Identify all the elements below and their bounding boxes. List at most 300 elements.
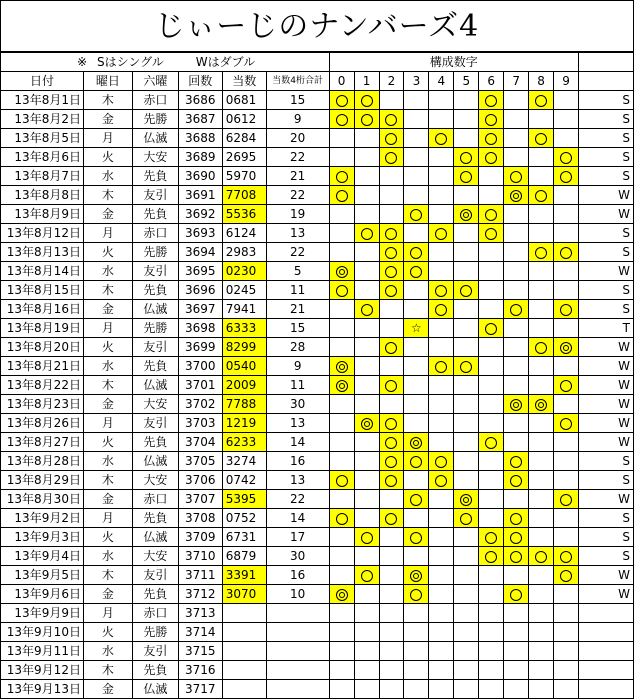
circle-mark-icon (435, 475, 447, 487)
type-cell: W (579, 585, 634, 604)
circle-mark-icon (460, 285, 472, 297)
circle-mark-icon (460, 152, 472, 164)
winning-number-cell: 7708 (222, 186, 266, 205)
header-cell: 日付 (1, 72, 84, 91)
digit-cell (329, 623, 354, 642)
weekday-cell: 木 (83, 471, 132, 490)
round-cell: 3694 (178, 243, 222, 262)
circle-mark-icon (485, 437, 497, 449)
type-cell: S (579, 471, 634, 490)
digit-cell (554, 129, 579, 148)
rokuyo-cell: 先負 (132, 661, 178, 680)
numbers-table (0, 52, 634, 699)
digit-cell (379, 433, 404, 452)
digit-sum-cell: 22 (266, 148, 329, 167)
digit-cell (529, 300, 554, 319)
double-mark-icon (460, 494, 472, 506)
circle-mark-icon (336, 475, 348, 487)
digit-cell (329, 338, 354, 357)
digit-sum-cell: 21 (266, 167, 329, 186)
digit-cell (454, 452, 479, 471)
winning-number-cell: 0742 (222, 471, 266, 490)
digit-cell (379, 243, 404, 262)
digit-cell (529, 205, 554, 224)
digit-cell (504, 395, 529, 414)
winning-number-cell: 3391 (222, 566, 266, 585)
digit-cell (329, 585, 354, 604)
digit-cell (404, 452, 429, 471)
circle-mark-icon (460, 361, 472, 373)
digit-cell (454, 243, 479, 262)
digit-cell (429, 490, 454, 509)
digit-cell (429, 262, 454, 281)
header-row (1, 72, 634, 91)
winning-number-cell: 5970 (222, 167, 266, 186)
digit-cell (329, 224, 354, 243)
digit-cell (379, 186, 404, 205)
digit-cell (429, 414, 454, 433)
digit-cell (404, 357, 429, 376)
digit-cell (554, 319, 579, 338)
digit-cell (454, 642, 479, 661)
digit-cell (529, 262, 554, 281)
winning-number-cell: 0681 (222, 91, 266, 110)
date-cell: 13年8月19日 (1, 319, 84, 338)
circle-mark-icon (410, 494, 422, 506)
rokuyo-cell: 仏滅 (132, 376, 178, 395)
legend-single: Sはシングル (97, 55, 164, 69)
double-mark-icon (560, 342, 572, 354)
digit-cell (504, 148, 529, 167)
digit-cell (479, 490, 504, 509)
weekday-cell: 木 (83, 91, 132, 110)
date-cell: 13年8月8日 (1, 186, 84, 205)
table-row (1, 566, 634, 585)
date-cell: 13年9月12日 (1, 661, 84, 680)
table-row (1, 91, 634, 110)
header-cell: 3 (404, 72, 429, 91)
rokuyo-cell: 赤口 (132, 224, 178, 243)
digit-cell (479, 300, 504, 319)
digit-cell (529, 623, 554, 642)
table-row (1, 395, 634, 414)
date-cell: 13年9月10日 (1, 623, 84, 642)
rokuyo-cell: 大安 (132, 148, 178, 167)
digit-cell (379, 167, 404, 186)
circle-mark-icon (485, 209, 497, 221)
digit-cell (329, 205, 354, 224)
circle-mark-icon (510, 304, 522, 316)
double-mark-icon (460, 209, 472, 221)
digit-cell (529, 129, 554, 148)
digit-cell (504, 623, 529, 642)
digit-cell (504, 642, 529, 661)
digit-cell (429, 357, 454, 376)
weekday-cell: 金 (83, 490, 132, 509)
table-row (1, 433, 634, 452)
digit-cell (479, 110, 504, 129)
digit-cell (404, 148, 429, 167)
round-cell: 3713 (178, 604, 222, 623)
digit-cell (454, 528, 479, 547)
digit-cell (554, 205, 579, 224)
weekday-cell: 水 (83, 452, 132, 471)
digit-cell (479, 547, 504, 566)
circle-mark-icon (510, 171, 522, 183)
table-row (1, 414, 634, 433)
date-cell: 13年8月5日 (1, 129, 84, 148)
digit-cell (504, 414, 529, 433)
digit-cell (479, 433, 504, 452)
digit-cell (504, 509, 529, 528)
digit-cell (329, 148, 354, 167)
date-cell: 13年8月7日 (1, 167, 84, 186)
digit-sum-cell: 22 (266, 243, 329, 262)
digit-cell (429, 661, 454, 680)
digit-cell (379, 642, 404, 661)
digit-cell (454, 186, 479, 205)
circle-mark-icon (485, 133, 497, 145)
type-cell (579, 623, 634, 642)
table-row (1, 224, 634, 243)
digit-cell (429, 281, 454, 300)
winning-number-cell: 5536 (222, 205, 266, 224)
digit-cell (454, 471, 479, 490)
digit-cell (429, 623, 454, 642)
digit-cell (479, 623, 504, 642)
winning-number-cell (222, 642, 266, 661)
weekday-cell: 金 (83, 110, 132, 129)
digit-cell (454, 224, 479, 243)
digit-cell (329, 319, 354, 338)
digit-cell (479, 319, 504, 338)
header-cell: 8 (529, 72, 554, 91)
digit-cell (354, 680, 379, 699)
date-cell: 13年9月5日 (1, 566, 84, 585)
weekday-cell: 水 (83, 167, 132, 186)
digit-cell (354, 623, 379, 642)
table-row (1, 509, 634, 528)
digit-cell (504, 471, 529, 490)
digit-cell (429, 376, 454, 395)
table-row (1, 490, 634, 509)
header-cell (579, 72, 634, 91)
double-mark-icon (510, 190, 522, 202)
round-cell: 3699 (178, 338, 222, 357)
digit-sum-cell: 22 (266, 186, 329, 205)
digit-cell (554, 585, 579, 604)
digit-cell (404, 110, 429, 129)
digit-cell (354, 224, 379, 243)
type-cell: W (579, 376, 634, 395)
circle-mark-icon (510, 532, 522, 544)
round-cell: 3703 (178, 414, 222, 433)
digit-cell (504, 357, 529, 376)
digit-cell (404, 661, 429, 680)
digit-cell (554, 338, 579, 357)
digit-cell (454, 509, 479, 528)
circle-mark-icon (560, 418, 572, 430)
date-cell: 13年8月2日 (1, 110, 84, 129)
digit-cell (529, 186, 554, 205)
circle-mark-icon (435, 133, 447, 145)
digit-cell (529, 319, 554, 338)
circle-mark-icon (361, 228, 373, 240)
digit-cell (379, 129, 404, 148)
type-cell: S (579, 300, 634, 319)
digit-cell (354, 300, 379, 319)
round-cell: 3690 (178, 167, 222, 186)
circle-mark-icon (336, 95, 348, 107)
date-cell: 13年8月21日 (1, 357, 84, 376)
digit-cell (329, 167, 354, 186)
digit-cell (329, 300, 354, 319)
digit-cell (329, 661, 354, 680)
round-cell: 3702 (178, 395, 222, 414)
winning-number-cell: 2009 (222, 376, 266, 395)
digit-cell (404, 395, 429, 414)
weekday-cell: 水 (83, 642, 132, 661)
digit-cell (479, 357, 504, 376)
date-cell: 13年8月14日 (1, 262, 84, 281)
round-cell: 3706 (178, 471, 222, 490)
digit-cell (404, 528, 429, 547)
digit-cell (454, 167, 479, 186)
digit-cell (429, 528, 454, 547)
digit-cell (354, 585, 379, 604)
digit-cell (404, 604, 429, 623)
digit-cell (529, 604, 554, 623)
round-cell: 3695 (178, 262, 222, 281)
digit-cell (354, 566, 379, 585)
type-cell (579, 642, 634, 661)
digit-cell (554, 471, 579, 490)
winning-number-cell: 0752 (222, 509, 266, 528)
digit-sum-cell: 15 (266, 91, 329, 110)
table-row (1, 319, 634, 338)
digit-cell (554, 110, 579, 129)
digit-cell (379, 300, 404, 319)
digit-cell (479, 604, 504, 623)
page-title: じぃーじのナンバーズ4 (0, 0, 634, 52)
digit-cell (529, 433, 554, 452)
circle-mark-icon (361, 95, 373, 107)
digit-cell (554, 680, 579, 699)
circle-mark-icon (535, 190, 547, 202)
circle-mark-icon (485, 323, 497, 335)
date-cell: 13年9月9日 (1, 604, 84, 623)
circle-mark-icon (410, 266, 422, 278)
digit-cell (404, 205, 429, 224)
table-row (1, 585, 634, 604)
circle-mark-icon (560, 304, 572, 316)
round-cell: 3696 (178, 281, 222, 300)
round-cell: 3716 (178, 661, 222, 680)
weekday-cell: 月 (83, 604, 132, 623)
circle-mark-icon (385, 437, 397, 449)
digit-cell (479, 376, 504, 395)
legend-row (1, 53, 634, 72)
digit-sum-cell (266, 623, 329, 642)
rokuyo-cell: 先勝 (132, 623, 178, 642)
digit-cell (404, 566, 429, 585)
digit-cell (379, 490, 404, 509)
digit-cell (379, 110, 404, 129)
digit-cell (529, 110, 554, 129)
digit-cell (504, 224, 529, 243)
digit-cell (529, 357, 554, 376)
date-cell: 13年9月6日 (1, 585, 84, 604)
circle-mark-icon (385, 475, 397, 487)
digit-cell (429, 167, 454, 186)
weekday-cell: 月 (83, 224, 132, 243)
rokuyo-cell: 友引 (132, 414, 178, 433)
winning-number-cell: 1219 (222, 414, 266, 433)
date-cell: 13年8月22日 (1, 376, 84, 395)
table-row (1, 300, 634, 319)
digit-cell (329, 547, 354, 566)
type-cell (579, 604, 634, 623)
digit-cell (354, 604, 379, 623)
digit-cell (404, 224, 429, 243)
digit-cell (454, 680, 479, 699)
round-cell: 3686 (178, 91, 222, 110)
circle-mark-icon (385, 133, 397, 145)
winning-number-cell: 3274 (222, 452, 266, 471)
rokuyo-cell: 友引 (132, 566, 178, 585)
digit-sum-cell (266, 661, 329, 680)
round-cell: 3710 (178, 547, 222, 566)
header-cell: 6 (479, 72, 504, 91)
digit-cell (379, 338, 404, 357)
digit-cell (429, 509, 454, 528)
circle-mark-icon (336, 171, 348, 183)
weekday-cell: 金 (83, 395, 132, 414)
digit-cell (529, 547, 554, 566)
digit-sum-cell (266, 642, 329, 661)
double-mark-icon (336, 266, 348, 278)
digit-cell (504, 110, 529, 129)
weekday-cell: 金 (83, 205, 132, 224)
circle-mark-icon (336, 285, 348, 297)
date-cell: 13年9月11日 (1, 642, 84, 661)
rokuyo-cell: 先負 (132, 509, 178, 528)
digit-cell (529, 338, 554, 357)
digit-cell (554, 623, 579, 642)
winning-number-cell: 2695 (222, 148, 266, 167)
digit-cell (529, 509, 554, 528)
date-cell: 13年9月2日 (1, 509, 84, 528)
type-cell: W (579, 262, 634, 281)
header-cell: 曜日 (83, 72, 132, 91)
weekday-cell: 金 (83, 680, 132, 699)
digit-cell (354, 186, 379, 205)
type-cell: W (579, 395, 634, 414)
circle-mark-icon (385, 456, 397, 468)
date-cell: 13年8月26日 (1, 414, 84, 433)
circle-mark-icon (385, 342, 397, 354)
digit-cell (504, 167, 529, 186)
double-mark-icon (535, 399, 547, 411)
digit-cell (454, 91, 479, 110)
digit-cell (429, 433, 454, 452)
digit-cell (354, 528, 379, 547)
digit-cell (479, 281, 504, 300)
digit-sum-cell: 15 (266, 319, 329, 338)
digit-cell (554, 167, 579, 186)
digit-cell (529, 661, 554, 680)
winning-number-cell: 0612 (222, 110, 266, 129)
circle-mark-icon (385, 418, 397, 430)
digit-cell (554, 376, 579, 395)
type-cell: S (579, 281, 634, 300)
digit-cell (404, 243, 429, 262)
digit-cell (379, 471, 404, 490)
circle-mark-icon (361, 114, 373, 126)
date-cell: 13年9月13日 (1, 680, 84, 699)
circle-mark-icon (560, 494, 572, 506)
digit-cell (404, 338, 429, 357)
digit-cell (454, 357, 479, 376)
table-row (1, 547, 634, 566)
digit-cell (329, 509, 354, 528)
round-cell: 3697 (178, 300, 222, 319)
weekday-cell: 火 (83, 148, 132, 167)
winning-number-cell: 2983 (222, 243, 266, 262)
round-cell: 3705 (178, 452, 222, 471)
digit-cell (354, 281, 379, 300)
digit-cell (354, 129, 379, 148)
digit-sum-cell: 9 (266, 110, 329, 129)
type-cell: S (579, 452, 634, 471)
round-cell: 3717 (178, 680, 222, 699)
rokuyo-cell: 仏滅 (132, 129, 178, 148)
digit-cell (354, 319, 379, 338)
digit-cell (479, 585, 504, 604)
digit-cell (454, 205, 479, 224)
digit-cell (454, 338, 479, 357)
digit-cell (404, 414, 429, 433)
digit-cell (379, 528, 404, 547)
type-cell: W (579, 414, 634, 433)
digit-cell (354, 148, 379, 167)
rokuyo-cell: 先勝 (132, 110, 178, 129)
digit-cell (379, 91, 404, 110)
circle-mark-icon (485, 551, 497, 563)
digit-cell (529, 395, 554, 414)
legend-blank (579, 53, 634, 72)
digit-cell (429, 243, 454, 262)
digit-cell (379, 509, 404, 528)
digit-cell (429, 395, 454, 414)
winning-number-cell (222, 623, 266, 642)
circle-mark-icon (510, 551, 522, 563)
digit-sum-cell: 30 (266, 547, 329, 566)
circle-mark-icon (560, 171, 572, 183)
digit-cell (404, 547, 429, 566)
rokuyo-cell: 赤口 (132, 91, 178, 110)
digit-cell (504, 547, 529, 566)
weekday-cell: 水 (83, 262, 132, 281)
digit-cell (529, 167, 554, 186)
digit-cell (479, 167, 504, 186)
circle-mark-icon (510, 589, 522, 601)
digit-sum-cell: 20 (266, 129, 329, 148)
circle-mark-icon (385, 266, 397, 278)
double-mark-icon (361, 418, 373, 430)
digit-cell (504, 262, 529, 281)
digit-cell (504, 319, 529, 338)
